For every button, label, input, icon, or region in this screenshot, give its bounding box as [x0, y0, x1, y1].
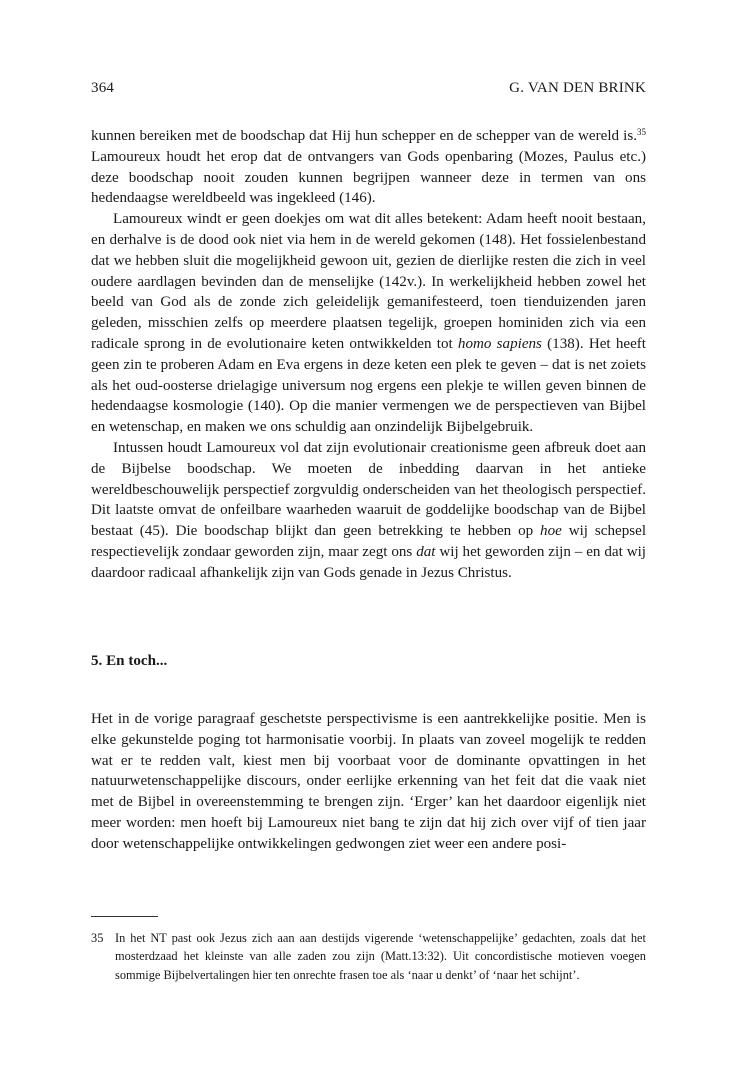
- paragraph-2-text-b: (138). Het heeft geen zin te proberen Adam en Eva ergens in deze keten een plek te geven – dat is net zoiets als het oud-oosterse drielagige universum nog ergens een plekje te willen geven binnen de hedendaagse kosmologie (140). Op die manier vermengen we de perspectieven van Bijbel en wetenschap, en maken we ons schuldig aan onzindelijk Bijbelgebruik.: [91, 335, 646, 436]
- paragraph-3: [91, 438, 646, 584]
- paragraph-1: [91, 126, 646, 209]
- paragraph-3-text-c: wij het geworden zijn – en dat wij daardoor radicaal afhankelijk zijn van Gods genade in Jezus Christus.: [91, 543, 646, 581]
- paragraph-2: [91, 209, 646, 438]
- main-text: [91, 126, 646, 584]
- footnote-text: In het NT past ook Jezus zich aan aan destijds vigerende ‘wetenschappelijke’ gedachten, zoals dat het mosterdzaad het kleinste van alle zaden zou zijn (Matt.13:32). Uit concordistische motieven voegen sommige Bijbelvertalingen hier ten onrechte frasen toe als ‘naar u denkt’ of ‘naar het schijnt’.: [115, 931, 646, 982]
- section-text: [91, 694, 646, 870]
- footnote: [91, 929, 646, 984]
- page-number: 364: [91, 80, 115, 96]
- footnote-reference: 35: [637, 127, 646, 137]
- paragraph-3-text-a: Intussen houdt Lamoureux vol dat zijn evolutionair creationisme geen afbreuk doet aan de Bijbelse boodschap. We moeten de inbedding daarvan in het antieke wereldbeschouwelijk perspectief zorgvuldig onderscheiden van het theologisch perspectief. Dit laatste omvat de onfeilbare waarheden waaruit de goddelijke boodschap van de Bijbel bestaat (45). Die boodschap blijkt dan geen betrekking te hebben op: [91, 439, 646, 540]
- paragraph-3-italic-1: hoe: [540, 523, 562, 540]
- section-heading: 5. En toch...: [91, 653, 168, 669]
- footnote-number: 35: [91, 931, 104, 945]
- paragraph-4: Het in de vorige paragraaf geschetste perspectivisme is een aantrekkelijke positie. Men is elke gekunstelde poging tot harmonisatie voorbij. In plaats van zoveel mogelijk te redden wat er te redden valt, kiest men bij voorbaat voor de dominante opvattingen in het natuurwetenschappelijke discours, onder eerlijke erkenning van het feit dat die vaak niet met de Bijbel in overeenstemming te brengen zijn. ‘Erger’ kan het daardoor eigenlijk niet meer worden: men hoeft bij Lamoureux niet bang te zijn dat hij zich over vijf of tien jaar door wetenschappelijke ontwikkelingen gedwongen ziet weer een andere posi-: [91, 711, 646, 852]
- paragraph-2-text-a: Lamoureux windt er geen doekjes om wat dit alles betekent: Adam heeft nooit bestaan, en derhalve is de dood ook niet via hem in de wereld gekomen (148). Het fossielenbestand dat we hebben sluit die mogelijkheid gewoon uit, gezien de dierlijke resten die zich in veel oudere aardlagen bevinden dan de menselijke (142v.). In werkelijkheid hebben zowel het beeld van God als de zonde zich geleidelijk gemanifesteerd, toen tienduizenden jaren geleden, misschien zelfs op meerdere plaatsen tegelijk, groepen hominiden zich via een radicale sprong in de evolutionaire keten ontwikkelden tot: [91, 211, 646, 352]
- footnote-divider: [91, 916, 158, 917]
- paragraph-3-text-b: wij schepsel respectievelijk zondaar geworden zijn, maar zegt ons: [91, 523, 647, 560]
- paragraph-2-italic: homo sapiens: [457, 335, 542, 352]
- paragraph-3-italic-2: dat: [416, 543, 436, 560]
- paragraph-1-text-b: Lamoureux houdt het erop dat de ontvangers van Gods openbaring (Mozes, Paulus etc.) deze boodschap nooit zouden kunnen begrijpen wanneer deze in termen van ons hedendaagse wereldbeeld was ingekleed (146).: [91, 148, 646, 207]
- running-title: G. VAN DEN BRINK: [509, 80, 646, 96]
- paragraph-1-text-a: kunnen bereiken met de boodschap dat Hij hun schepper en de schepper van de wereld is.: [91, 128, 637, 144]
- running-header: [91, 80, 646, 97]
